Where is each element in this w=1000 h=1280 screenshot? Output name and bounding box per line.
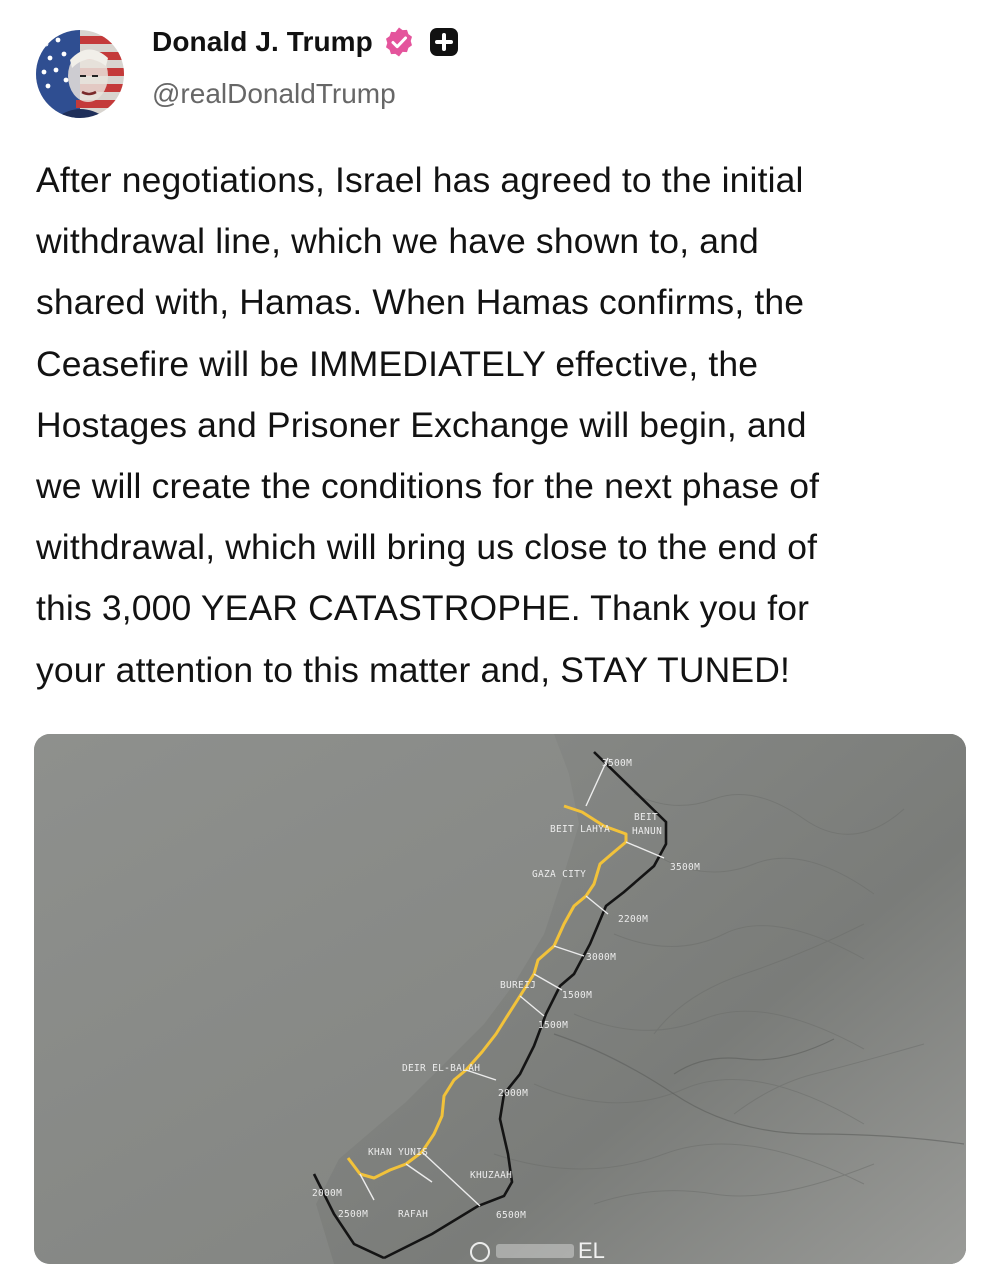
distance-label: 2500M — [338, 1209, 369, 1220]
author-handle[interactable]: @realDonaldTrump — [152, 78, 396, 109]
author-name[interactable]: Donald J. Trump — [152, 26, 373, 57]
verified-badge-icon — [383, 26, 415, 58]
distance-label: 6500M — [496, 1210, 527, 1221]
distance-label: 1500M — [538, 1020, 569, 1031]
avatar[interactable] — [36, 30, 124, 118]
label-deir-el-balah: DEIR EL-BALAH — [402, 1063, 481, 1074]
plus-badge-icon — [429, 27, 459, 57]
label-khan-yunis: KHAN YUNIS — [368, 1147, 429, 1158]
distance-label: 2000M — [498, 1088, 529, 1099]
flag-portrait-avatar — [36, 30, 124, 118]
post-image-map[interactable] — [34, 734, 966, 1264]
label-gaza-city: GAZA CITY — [532, 869, 587, 880]
distance-label: 2200M — [618, 914, 649, 925]
label-beit-hanun-1: BEIT — [634, 812, 659, 823]
distance-label: 3500M — [602, 758, 633, 769]
author-row — [152, 26, 459, 58]
watermark-text: EL — [578, 1238, 605, 1263]
label-beit-lahya: BEIT LAHYA — [550, 824, 611, 835]
label-bureij: BUREIJ — [500, 980, 537, 991]
distance-label: 1500M — [562, 990, 593, 1001]
distance-label: 3000M — [586, 952, 617, 963]
post-text: After negotiations, Israel has agreed to the initial withdrawal line, which we have shown to, and shared with, Hamas. When Hamas confirms, the Ceasefire will be IMMEDIATELY effective, the Hostages and Prisoner Exchange will begin, and we will create the conditions for the next phase of withdrawal, which will bring us close to the end of this 3,000 YEAR CATASTROPHE. Thank you for your attention to this matter and, STAY TUNED! — [36, 160, 820, 690]
label-khuzaah: KHUZAAH — [470, 1170, 513, 1181]
distance-label: 2000M — [312, 1188, 343, 1199]
gaza-withdrawal-map — [34, 734, 966, 1264]
distance-label: 3500M — [670, 862, 701, 873]
label-beit-hanun-2: HANUN — [632, 826, 663, 837]
label-rafah: RAFAH — [398, 1209, 429, 1220]
